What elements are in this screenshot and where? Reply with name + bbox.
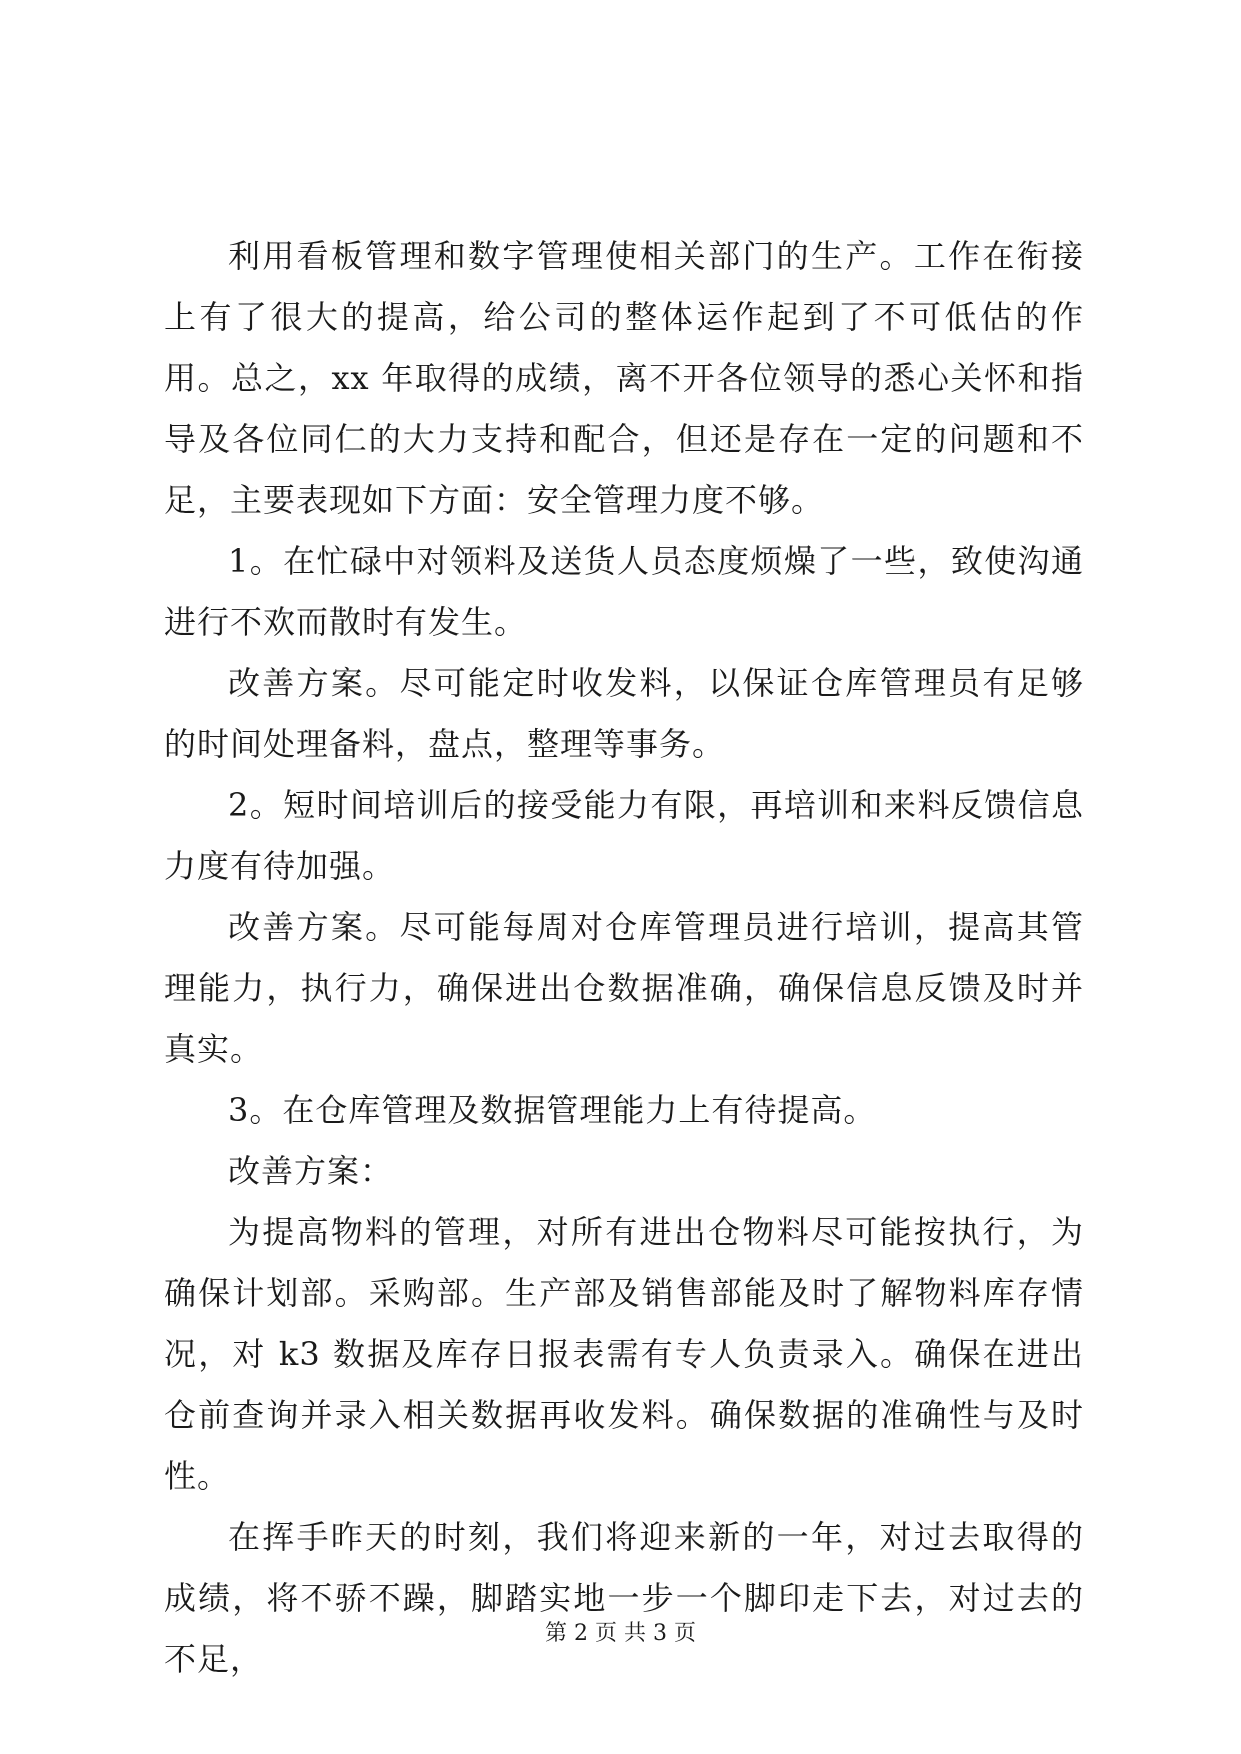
- paragraph: 改善方案。尽可能每周对仓库管理员进行培训，提高其管理能力，执行力，确保进出仓数据准确，确保信息反馈及时并真实。: [164, 908, 1084, 1068]
- paragraph: 2。短时间培训后的接受能力有限，再培训和来料反馈信息力度有待加强。: [164, 786, 1084, 885]
- paragraph: 改善方案：: [228, 1152, 394, 1190]
- paragraph: 3。在仓库管理及数据管理能力上有待提高。: [228, 1091, 877, 1129]
- paragraph: 利用看板管理和数字管理使相关部门的生产。工作在衔接上有了很大的提高，给公司的整体运作起到了不可低估的作用。总之，xx 年取得的成绩，离不开各位领导的悉心关怀和指导及各位同仁的大力支持和配合，但还是存在一定的问题和不足，主要表现如下方面：安全管理力度不够。: [164, 237, 1084, 519]
- paragraph: 1。在忙碌中对领料及送货人员态度烦燥了一些，致使沟通进行不欢而散时有发生。: [164, 542, 1084, 641]
- document-body: [164, 226, 1084, 1690]
- paragraph: 改善方案。尽可能定时收发料，以保证仓库管理员有足够的时间处理备料，盘点，整理等事务。: [164, 664, 1084, 763]
- paragraph: 在挥手昨天的时刻，我们将迎来新的一年，对过去取得的成绩，将不骄不躁，脚踏实地一步一个脚印走下去，对过去的不足，: [164, 1518, 1084, 1678]
- paragraph: 为提高物料的管理，对所有进出仓物料尽可能按执行，为确保计划部。采购部。生产部及销售部能及时了解物料库存情况，对 k3 数据及库存日报表需有专人负责录入。确保在进出仓前查询并录入相关数据再收发料。确保数据的准确性与及时性。: [164, 1213, 1084, 1495]
- page-number-footer: 第 2 页 共 3 页: [545, 1621, 696, 1646]
